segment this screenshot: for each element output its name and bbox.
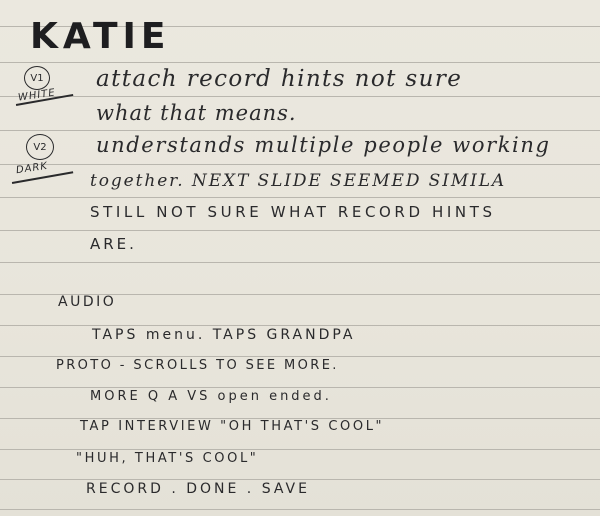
ruled-line	[0, 197, 600, 198]
audio-line-1: TAPS menu. TAPS GRANDPA	[92, 327, 356, 343]
ruled-line	[0, 509, 600, 510]
ruled-line	[0, 356, 600, 357]
ruled-line	[0, 96, 600, 97]
audio-line-2: PROTO - SCROLLS TO SEE MORE.	[56, 358, 339, 373]
ruled-line	[0, 130, 600, 131]
note-line-4: together. NEXT SLIDE SEEMED SIMILA	[90, 171, 507, 191]
ruled-line	[0, 325, 600, 326]
audio-line-5: "HUH, THAT'S COOL"	[76, 451, 259, 466]
version-1-marker: V1	[24, 66, 50, 90]
audio-heading: AUDIO	[58, 294, 117, 310]
audio-line-6: RECORD . DONE . SAVE	[86, 481, 310, 497]
ruled-line	[0, 230, 600, 231]
ruled-line	[0, 164, 600, 165]
note-line-1: attach record hints not sure	[96, 66, 463, 92]
note-line-6: ARE.	[90, 235, 137, 253]
participant-name: KATIE	[30, 16, 171, 57]
ruled-line	[0, 449, 600, 450]
ruled-line	[0, 387, 600, 388]
note-line-2: what that means.	[96, 101, 297, 125]
version-2-marker: V2	[26, 134, 54, 160]
version-1-label: WHITE	[17, 87, 57, 104]
ruled-line	[0, 262, 600, 263]
version-2-label: DARK	[15, 160, 49, 177]
audio-line-4: TAP INTERVIEW "OH THAT'S COOL"	[80, 419, 385, 434]
note-line-5: STILL NOT SURE WHAT RECORD HINTS	[90, 203, 496, 221]
ruled-line	[0, 62, 600, 63]
audio-line-3: MORE Q A VS open ended.	[90, 389, 332, 404]
ruled-line	[0, 479, 600, 480]
note-line-3: understands multiple people working	[96, 133, 551, 157]
